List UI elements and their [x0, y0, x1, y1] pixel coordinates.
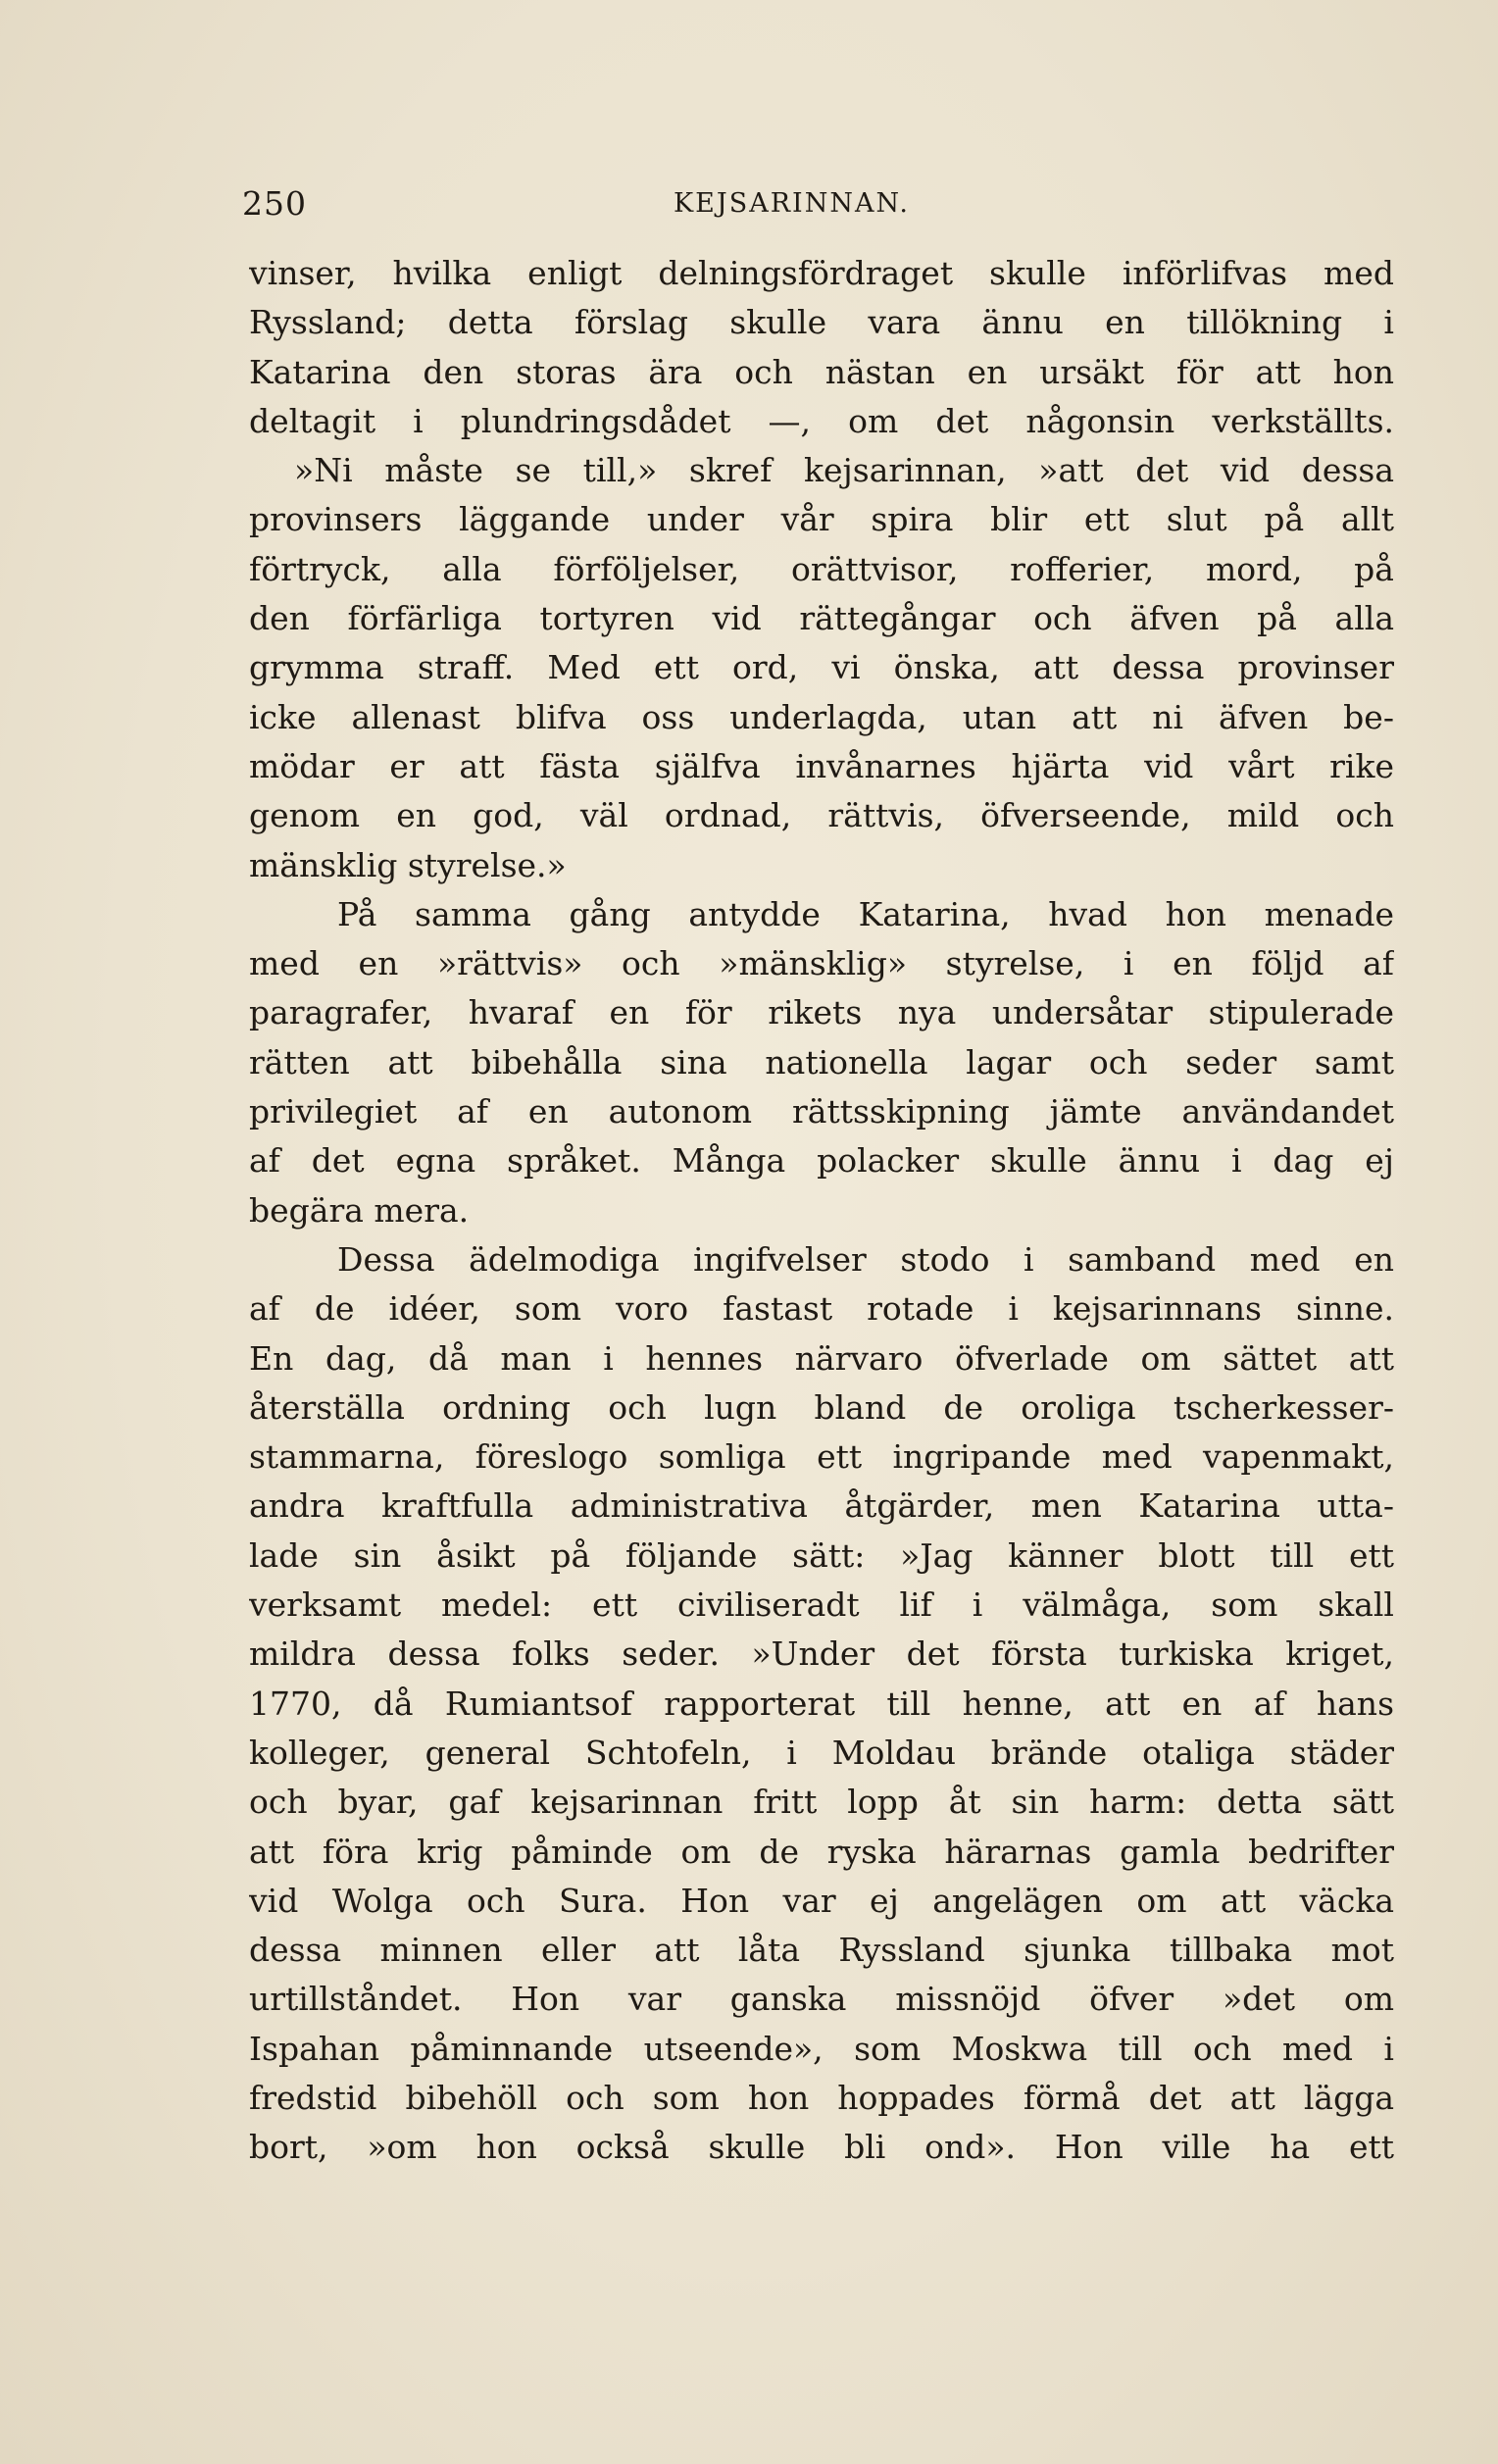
- text-line: bort, »om hon också skulle bli ond». Hon ville ha ett: [249, 2128, 1394, 2167]
- page-number: 250: [242, 184, 307, 223]
- text-line: med en »rättvis» och »mänsklig» styrelse, i en följd af: [249, 944, 1394, 983]
- text-line: stammarna, föreslogo somliga ett ingripande med vapenmakt,: [249, 1437, 1394, 1477]
- text-line: På samma gång antydde Katarina, hvad hon menade: [337, 894, 1394, 933]
- text-line: andra kraftfulla administrativa åtgärder, men Katarina utta-: [249, 1486, 1394, 1526]
- text-line: verksamt medel: ett civiliseradt lif i välmåga, som skall: [249, 1585, 1394, 1625]
- text-line: mödar er att fästa själfva invånarnes hjärta vid vårt rike: [249, 746, 1394, 785]
- text-line: genom en god, väl ordnad, rättvis, öfverseende, mild och: [249, 796, 1394, 835]
- text-line: 1770, då Rumiantsof rapporterat till henne, att en af hans: [249, 1684, 1394, 1723]
- text-line: och byar, gaf kejsarinnan fritt lopp åt sin harm: detta sätt: [249, 1783, 1394, 1822]
- text-line: fredstid bibehöll och som hon hoppades förmå det att lägga: [249, 2078, 1394, 2117]
- text-line: icke allenast blifva oss underlagda, utan att ni äfven be-: [249, 697, 1394, 736]
- text-line: mänsklig styrelse.»: [249, 845, 567, 884]
- text-line: provinsers läggande under vår spira blir ett slut på allt: [249, 500, 1394, 539]
- text-line: mildra dessa folks seder. »Under det första turkiska kriget,: [249, 1634, 1394, 1674]
- text-line: kolleger, general Schtofeln, i Moldau brände otaliga städer: [249, 1733, 1394, 1772]
- text-line: återställa ordning och lugn bland de oroliga tscherkesser-: [249, 1387, 1394, 1427]
- text-line: lade sin åsikt på följande sätt: »Jag känner blott till ett: [249, 1535, 1394, 1575]
- running-title: KEJSARINNAN.: [674, 188, 910, 219]
- text-line: begära mera.: [249, 1190, 470, 1230]
- text-line: dessa minnen eller att låta Ryssland sjunka tillbaka mot: [249, 1931, 1394, 1970]
- text-line: vinser, hvilka enligt delningsfördraget skulle införlifvas med: [249, 254, 1394, 292]
- text-line: af det egna språket. Många polacker skulle ännu i dag ej: [249, 1141, 1394, 1181]
- text-line: förtryck, alla förföljelser, orättvisor, rofferier, mord, på: [249, 549, 1394, 588]
- text-line: En dag, då man i hennes närvaro öfverlade om sättet att: [249, 1338, 1394, 1378]
- text-line: grymma straff. Med ett ord, vi önska, att dessa provinser: [249, 648, 1394, 687]
- text-line: deltagit i plundringsdådet —, om det någonsin verkställts.: [249, 401, 1394, 440]
- text-line: paragrafer, hvaraf en för rikets nya undersåtar stipulerade: [249, 993, 1394, 1032]
- text-line: af de idéer, som voro fastast rotade i kejsarinnans sinne.: [249, 1289, 1394, 1329]
- text-line: Katarina den storas ära och nästan en ursäkt för att hon: [249, 352, 1394, 391]
- page-header: [242, 184, 1389, 224]
- text-line: Dessa ädelmodiga ingifvelser stodo i samband med en: [337, 1239, 1394, 1279]
- body-text: [249, 249, 1394, 2173]
- text-line: att föra krig påminde om de ryska härarnas gamla bedrifter: [249, 1832, 1394, 1871]
- text-line: Ispahan påminnande utseende», som Moskwa till och med i: [249, 2029, 1394, 2068]
- text-line: rätten att bibehålla sina nationella lagar och seder samt: [249, 1042, 1394, 1081]
- text-line: privilegiet af en autonom rättsskipning jämte användandet: [249, 1092, 1394, 1131]
- text-line: »Ni måste se till,» skref kejsarinnan, »att det vid dessa: [294, 451, 1394, 490]
- text-line: den förfärliga tortyren vid rättegångar och äfven på alla: [249, 599, 1394, 638]
- text-line: urtillståndet. Hon var ganska missnöjd öfver »det om: [249, 1980, 1394, 2019]
- text-line: vid Wolga och Sura. Hon var ej angelägen om att väcka: [249, 1881, 1394, 1920]
- text-line: Ryssland; detta förslag skulle vara ännu en tillökning i: [249, 303, 1394, 342]
